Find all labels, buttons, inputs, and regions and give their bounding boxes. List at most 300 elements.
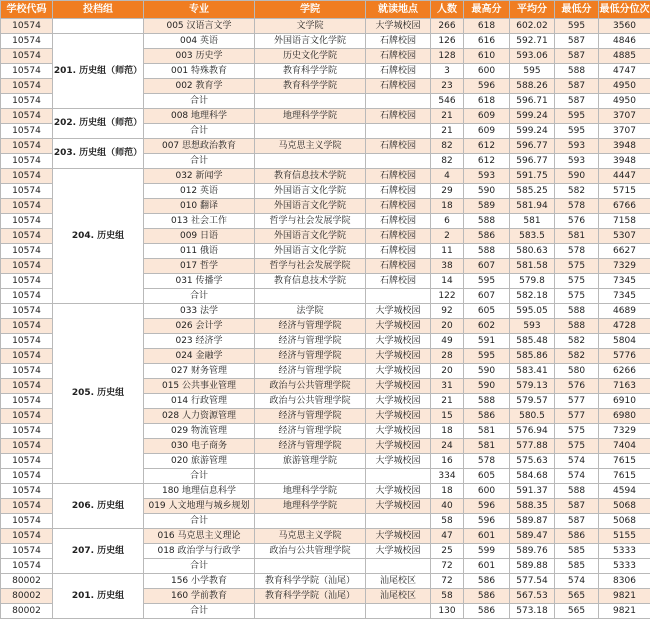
college-cell: 历史文化学院 <box>255 49 366 64</box>
campus-cell: 石牌校园 <box>366 79 431 94</box>
school-code-cell: 10574 <box>1 439 53 454</box>
count-cell: 47 <box>431 529 464 544</box>
school-code-cell: 10574 <box>1 394 53 409</box>
min-score-cell: 593 <box>555 139 599 154</box>
avg-score-cell: 579.8 <box>510 274 555 289</box>
avg-score-cell: 602.02 <box>510 19 555 34</box>
avg-score-cell: 567.53 <box>510 589 555 604</box>
school-code-cell: 10574 <box>1 409 53 424</box>
count-cell: 28 <box>431 349 464 364</box>
major-cell: 017 哲学 <box>144 259 255 274</box>
count-cell: 128 <box>431 49 464 64</box>
min-score-cell: 576 <box>555 214 599 229</box>
min-rank-cell: 5333 <box>599 544 650 559</box>
avg-score-cell: 579.13 <box>510 379 555 394</box>
min-score-cell: 575 <box>555 259 599 274</box>
table-row <box>1 304 650 319</box>
max-score-cell: 616 <box>464 34 510 49</box>
min-score-cell: 585 <box>555 544 599 559</box>
school-code-cell: 10574 <box>1 169 53 184</box>
min-rank-cell: 5155 <box>599 529 650 544</box>
count-cell: 546 <box>431 94 464 109</box>
max-score-cell: 590 <box>464 364 510 379</box>
college-cell: 法学院 <box>255 304 366 319</box>
min-score-cell: 578 <box>555 199 599 214</box>
min-rank-cell: 4689 <box>599 304 650 319</box>
campus-cell: 大学城校园 <box>366 334 431 349</box>
min-score-cell: 575 <box>555 424 599 439</box>
major-cell: 018 政治学与行政学 <box>144 544 255 559</box>
major-cell: 合计 <box>144 604 255 619</box>
min-rank-cell: 8306 <box>599 574 650 589</box>
school-code-cell: 10574 <box>1 214 53 229</box>
avg-score-cell: 581.94 <box>510 199 555 214</box>
college-cell: 外国语言文化学院 <box>255 199 366 214</box>
avg-score-cell: 573.18 <box>510 604 555 619</box>
count-cell: 92 <box>431 304 464 319</box>
major-cell: 011 俄语 <box>144 244 255 259</box>
avg-score-cell: 596.71 <box>510 94 555 109</box>
max-score-cell: 605 <box>464 469 510 484</box>
college-cell <box>255 154 366 169</box>
table-row <box>1 484 650 499</box>
school-code-cell: 80002 <box>1 574 53 589</box>
table-row <box>1 34 650 49</box>
major-cell: 016 马克思主义理论 <box>144 529 255 544</box>
max-score-cell: 618 <box>464 94 510 109</box>
major-cell: 合计 <box>144 154 255 169</box>
header-college: 学院 <box>255 1 366 19</box>
major-cell: 156 小学教育 <box>144 574 255 589</box>
table-row <box>1 529 650 544</box>
min-score-cell: 565 <box>555 589 599 604</box>
count-cell: 4 <box>431 169 464 184</box>
school-code-cell: 10574 <box>1 64 53 79</box>
max-score-cell: 588 <box>464 394 510 409</box>
school-code-cell: 10574 <box>1 559 53 574</box>
major-cell: 007 思想政治教育 <box>144 139 255 154</box>
major-cell: 004 英语 <box>144 34 255 49</box>
campus-cell: 石牌校园 <box>366 184 431 199</box>
avg-score-cell: 591.37 <box>510 484 555 499</box>
school-code-cell: 10574 <box>1 289 53 304</box>
admission-group-cell: 205. 历史组 <box>53 304 144 484</box>
college-cell: 外国语言文化学院 <box>255 244 366 259</box>
school-code-cell: 10574 <box>1 304 53 319</box>
avg-score-cell: 593.06 <box>510 49 555 64</box>
min-rank-cell: 3707 <box>599 109 650 124</box>
header-min-score: 最低分 <box>555 1 599 19</box>
avg-score-cell: 599.24 <box>510 109 555 124</box>
college-cell: 经济与管理学院 <box>255 334 366 349</box>
college-cell: 马克思主义学院 <box>255 139 366 154</box>
max-score-cell: 595 <box>464 349 510 364</box>
avg-score-cell: 584.68 <box>510 469 555 484</box>
admission-group-cell: 206. 历史组 <box>53 484 144 529</box>
major-cell: 031 传播学 <box>144 274 255 289</box>
max-score-cell: 610 <box>464 49 510 64</box>
college-cell: 经济与管理学院 <box>255 364 366 379</box>
school-code-cell: 10574 <box>1 244 53 259</box>
campus-cell: 大学城校园 <box>366 454 431 469</box>
major-cell: 001 特殊教育 <box>144 64 255 79</box>
min-rank-cell: 3948 <box>599 139 650 154</box>
college-cell: 外国语言文化学院 <box>255 229 366 244</box>
major-cell: 026 会计学 <box>144 319 255 334</box>
college-cell: 哲学与社会发展学院 <box>255 214 366 229</box>
min-rank-cell: 5333 <box>599 559 650 574</box>
major-cell: 009 日语 <box>144 229 255 244</box>
min-rank-cell: 7615 <box>599 469 650 484</box>
major-cell: 015 公共事业管理 <box>144 379 255 394</box>
min-rank-cell: 4885 <box>599 49 650 64</box>
avg-score-cell: 577.54 <box>510 574 555 589</box>
campus-cell: 石牌校园 <box>366 34 431 49</box>
admission-group-cell: 201. 历史组（师范） <box>53 34 144 109</box>
avg-score-cell: 579.57 <box>510 394 555 409</box>
count-cell: 49 <box>431 334 464 349</box>
min-score-cell: 588 <box>555 319 599 334</box>
avg-score-cell: 580.63 <box>510 244 555 259</box>
min-rank-cell: 4594 <box>599 484 650 499</box>
table-row <box>1 19 650 34</box>
college-cell: 经济与管理学院 <box>255 319 366 334</box>
school-code-cell: 10574 <box>1 139 53 154</box>
school-code-cell: 10574 <box>1 274 53 289</box>
min-score-cell: 595 <box>555 124 599 139</box>
campus-cell: 汕尾校区 <box>366 589 431 604</box>
max-score-cell: 588 <box>464 214 510 229</box>
campus-cell <box>366 124 431 139</box>
max-score-cell: 586 <box>464 604 510 619</box>
count-cell: 16 <box>431 454 464 469</box>
college-cell: 地理科学学院 <box>255 484 366 499</box>
major-cell: 023 经济学 <box>144 334 255 349</box>
count-cell: 29 <box>431 184 464 199</box>
campus-cell <box>366 289 431 304</box>
max-score-cell: 586 <box>464 229 510 244</box>
avg-score-cell: 595.05 <box>510 304 555 319</box>
count-cell: 14 <box>431 274 464 289</box>
avg-score-cell: 577.88 <box>510 439 555 454</box>
college-cell: 马克思主义学院 <box>255 529 366 544</box>
major-cell: 020 旅游管理 <box>144 454 255 469</box>
campus-cell: 大学城校园 <box>366 379 431 394</box>
min-score-cell: 580 <box>555 364 599 379</box>
school-code-cell: 10574 <box>1 364 53 379</box>
major-cell: 013 社会工作 <box>144 214 255 229</box>
campus-cell: 大学城校园 <box>366 319 431 334</box>
max-score-cell: 581 <box>464 439 510 454</box>
count-cell: 266 <box>431 19 464 34</box>
max-score-cell: 609 <box>464 109 510 124</box>
min-rank-cell: 5068 <box>599 499 650 514</box>
major-cell: 002 教育学 <box>144 79 255 94</box>
min-rank-cell: 4747 <box>599 64 650 79</box>
school-code-cell: 10574 <box>1 529 53 544</box>
min-score-cell: 575 <box>555 289 599 304</box>
college-cell: 外国语言文化学院 <box>255 184 366 199</box>
campus-cell: 石牌校园 <box>366 259 431 274</box>
major-cell: 合计 <box>144 289 255 304</box>
count-cell: 20 <box>431 319 464 334</box>
avg-score-cell: 581.58 <box>510 259 555 274</box>
table-row <box>1 139 650 154</box>
count-cell: 58 <box>431 514 464 529</box>
admission-group-cell <box>53 19 144 34</box>
header-school-code: 学校代码 <box>1 1 53 19</box>
max-score-cell: 612 <box>464 154 510 169</box>
avg-score-cell: 575.63 <box>510 454 555 469</box>
major-cell: 008 地理科学 <box>144 109 255 124</box>
admission-group-cell: 203. 历史组（师范） <box>53 139 144 169</box>
school-code-cell: 80002 <box>1 604 53 619</box>
avg-score-cell: 585.86 <box>510 349 555 364</box>
college-cell: 政治与公共管理学院 <box>255 394 366 409</box>
min-rank-cell: 9821 <box>599 604 650 619</box>
count-cell: 21 <box>431 109 464 124</box>
max-score-cell: 595 <box>464 274 510 289</box>
count-cell: 3 <box>431 64 464 79</box>
count-cell: 24 <box>431 439 464 454</box>
count-cell: 25 <box>431 544 464 559</box>
college-cell: 地理科学学院 <box>255 499 366 514</box>
count-cell: 126 <box>431 34 464 49</box>
campus-cell: 石牌校园 <box>366 139 431 154</box>
min-rank-cell: 7329 <box>599 259 650 274</box>
max-score-cell: 612 <box>464 139 510 154</box>
admission-group-cell: 202. 历史组（师范） <box>53 109 144 139</box>
college-cell <box>255 559 366 574</box>
max-score-cell: 581 <box>464 424 510 439</box>
major-cell: 024 金融学 <box>144 349 255 364</box>
min-rank-cell: 4950 <box>599 94 650 109</box>
admission-group-cell: 201. 历史组 <box>53 574 144 619</box>
min-rank-cell: 6980 <box>599 409 650 424</box>
max-score-cell: 601 <box>464 529 510 544</box>
college-cell: 政治与公共管理学院 <box>255 544 366 559</box>
count-cell: 2 <box>431 229 464 244</box>
avg-score-cell: 589.88 <box>510 559 555 574</box>
max-score-cell: 618 <box>464 19 510 34</box>
max-score-cell: 600 <box>464 64 510 79</box>
avg-score-cell: 576.94 <box>510 424 555 439</box>
max-score-cell: 607 <box>464 289 510 304</box>
admission-group-cell: 207. 历史组 <box>53 529 144 574</box>
min-rank-cell: 7404 <box>599 439 650 454</box>
max-score-cell: 596 <box>464 79 510 94</box>
college-cell: 经济与管理学院 <box>255 409 366 424</box>
campus-cell: 石牌校园 <box>366 214 431 229</box>
avg-score-cell: 588.35 <box>510 499 555 514</box>
school-code-cell: 10574 <box>1 424 53 439</box>
school-code-cell: 10574 <box>1 379 53 394</box>
campus-cell: 石牌校园 <box>366 229 431 244</box>
count-cell: 11 <box>431 244 464 259</box>
header-row <box>1 1 650 19</box>
max-score-cell: 609 <box>464 124 510 139</box>
min-score-cell: 587 <box>555 94 599 109</box>
max-score-cell: 589 <box>464 199 510 214</box>
table-row <box>1 574 650 589</box>
max-score-cell: 602 <box>464 319 510 334</box>
college-cell: 经济与管理学院 <box>255 439 366 454</box>
min-score-cell: 581 <box>555 229 599 244</box>
max-score-cell: 588 <box>464 244 510 259</box>
campus-cell: 大学城校园 <box>366 484 431 499</box>
min-rank-cell: 5307 <box>599 229 650 244</box>
min-score-cell: 587 <box>555 34 599 49</box>
max-score-cell: 605 <box>464 304 510 319</box>
avg-score-cell: 595 <box>510 64 555 79</box>
major-cell: 019 人文地理与城乡规划 <box>144 499 255 514</box>
school-code-cell: 10574 <box>1 349 53 364</box>
college-cell <box>255 289 366 304</box>
campus-cell: 大学城校园 <box>366 544 431 559</box>
table-body <box>1 19 650 619</box>
min-rank-cell: 6266 <box>599 364 650 379</box>
avg-score-cell: 589.87 <box>510 514 555 529</box>
avg-score-cell: 580.5 <box>510 409 555 424</box>
avg-score-cell: 589.76 <box>510 544 555 559</box>
avg-score-cell: 585.25 <box>510 184 555 199</box>
school-code-cell: 10574 <box>1 154 53 169</box>
max-score-cell: 599 <box>464 544 510 559</box>
campus-cell <box>366 604 431 619</box>
major-cell: 合计 <box>144 124 255 139</box>
header-major: 专业 <box>144 1 255 19</box>
min-score-cell: 574 <box>555 469 599 484</box>
campus-cell <box>366 469 431 484</box>
avg-score-cell: 596.77 <box>510 139 555 154</box>
major-cell: 010 翻译 <box>144 199 255 214</box>
avg-score-cell: 596.77 <box>510 154 555 169</box>
header-avg-score: 平均分 <box>510 1 555 19</box>
count-cell: 6 <box>431 214 464 229</box>
min-score-cell: 595 <box>555 109 599 124</box>
avg-score-cell: 582.18 <box>510 289 555 304</box>
campus-cell <box>366 514 431 529</box>
major-cell: 012 英语 <box>144 184 255 199</box>
header-campus: 就读地点 <box>366 1 431 19</box>
min-rank-cell: 5804 <box>599 334 650 349</box>
max-score-cell: 586 <box>464 574 510 589</box>
avg-score-cell: 589.47 <box>510 529 555 544</box>
min-score-cell: 588 <box>555 484 599 499</box>
campus-cell: 石牌校园 <box>366 109 431 124</box>
max-score-cell: 600 <box>464 484 510 499</box>
avg-score-cell: 585.48 <box>510 334 555 349</box>
min-rank-cell: 5715 <box>599 184 650 199</box>
school-code-cell: 10574 <box>1 454 53 469</box>
min-score-cell: 574 <box>555 574 599 589</box>
min-score-cell: 586 <box>555 529 599 544</box>
college-cell: 经济与管理学院 <box>255 424 366 439</box>
college-cell <box>255 124 366 139</box>
campus-cell <box>366 154 431 169</box>
campus-cell: 汕尾校区 <box>366 574 431 589</box>
campus-cell: 石牌校园 <box>366 64 431 79</box>
campus-cell: 大学城校园 <box>366 409 431 424</box>
avg-score-cell: 581 <box>510 214 555 229</box>
min-rank-cell: 4447 <box>599 169 650 184</box>
count-cell: 40 <box>431 499 464 514</box>
avg-score-cell: 593 <box>510 319 555 334</box>
campus-cell: 大学城校园 <box>366 304 431 319</box>
school-code-cell: 10574 <box>1 259 53 274</box>
table-header <box>1 1 650 19</box>
min-score-cell: 574 <box>555 454 599 469</box>
major-cell: 005 汉语言文学 <box>144 19 255 34</box>
campus-cell: 大学城校园 <box>366 394 431 409</box>
min-score-cell: 590 <box>555 169 599 184</box>
count-cell: 38 <box>431 259 464 274</box>
campus-cell: 大学城校园 <box>366 19 431 34</box>
min-score-cell: 575 <box>555 274 599 289</box>
campus-cell: 石牌校园 <box>366 274 431 289</box>
campus-cell: 石牌校园 <box>366 199 431 214</box>
school-code-cell: 10574 <box>1 484 53 499</box>
major-cell: 027 财务管理 <box>144 364 255 379</box>
campus-cell: 大学城校园 <box>366 439 431 454</box>
count-cell: 18 <box>431 199 464 214</box>
college-cell: 地理科学学院 <box>255 109 366 124</box>
count-cell: 31 <box>431 379 464 394</box>
major-cell: 合计 <box>144 469 255 484</box>
school-code-cell: 10574 <box>1 229 53 244</box>
school-code-cell: 10574 <box>1 544 53 559</box>
count-cell: 72 <box>431 559 464 574</box>
max-score-cell: 586 <box>464 589 510 604</box>
min-rank-cell: 7345 <box>599 274 650 289</box>
school-code-cell: 10574 <box>1 499 53 514</box>
min-rank-cell: 3948 <box>599 154 650 169</box>
table-row <box>1 169 650 184</box>
min-rank-cell: 9821 <box>599 589 650 604</box>
college-cell: 外国语言文化学院 <box>255 34 366 49</box>
school-code-cell: 10574 <box>1 49 53 64</box>
count-cell: 15 <box>431 409 464 424</box>
college-cell: 教育科学学院 <box>255 79 366 94</box>
count-cell: 72 <box>431 574 464 589</box>
max-score-cell: 590 <box>464 379 510 394</box>
avg-score-cell: 592.71 <box>510 34 555 49</box>
school-code-cell: 10574 <box>1 199 53 214</box>
min-score-cell: 582 <box>555 349 599 364</box>
college-cell <box>255 94 366 109</box>
college-cell <box>255 469 366 484</box>
max-score-cell: 578 <box>464 454 510 469</box>
min-score-cell: 587 <box>555 49 599 64</box>
min-score-cell: 577 <box>555 409 599 424</box>
max-score-cell: 593 <box>464 169 510 184</box>
min-rank-cell: 7158 <box>599 214 650 229</box>
school-code-cell: 10574 <box>1 469 53 484</box>
school-code-cell: 10574 <box>1 184 53 199</box>
count-cell: 122 <box>431 289 464 304</box>
college-cell: 文学院 <box>255 19 366 34</box>
major-cell: 030 电子商务 <box>144 439 255 454</box>
campus-cell: 石牌校园 <box>366 169 431 184</box>
count-cell: 130 <box>431 604 464 619</box>
min-rank-cell: 3707 <box>599 124 650 139</box>
avg-score-cell: 588.26 <box>510 79 555 94</box>
campus-cell: 石牌校园 <box>366 244 431 259</box>
college-cell: 教育信息技术学院 <box>255 169 366 184</box>
min-score-cell: 593 <box>555 154 599 169</box>
count-cell: 21 <box>431 124 464 139</box>
school-code-cell: 10574 <box>1 109 53 124</box>
